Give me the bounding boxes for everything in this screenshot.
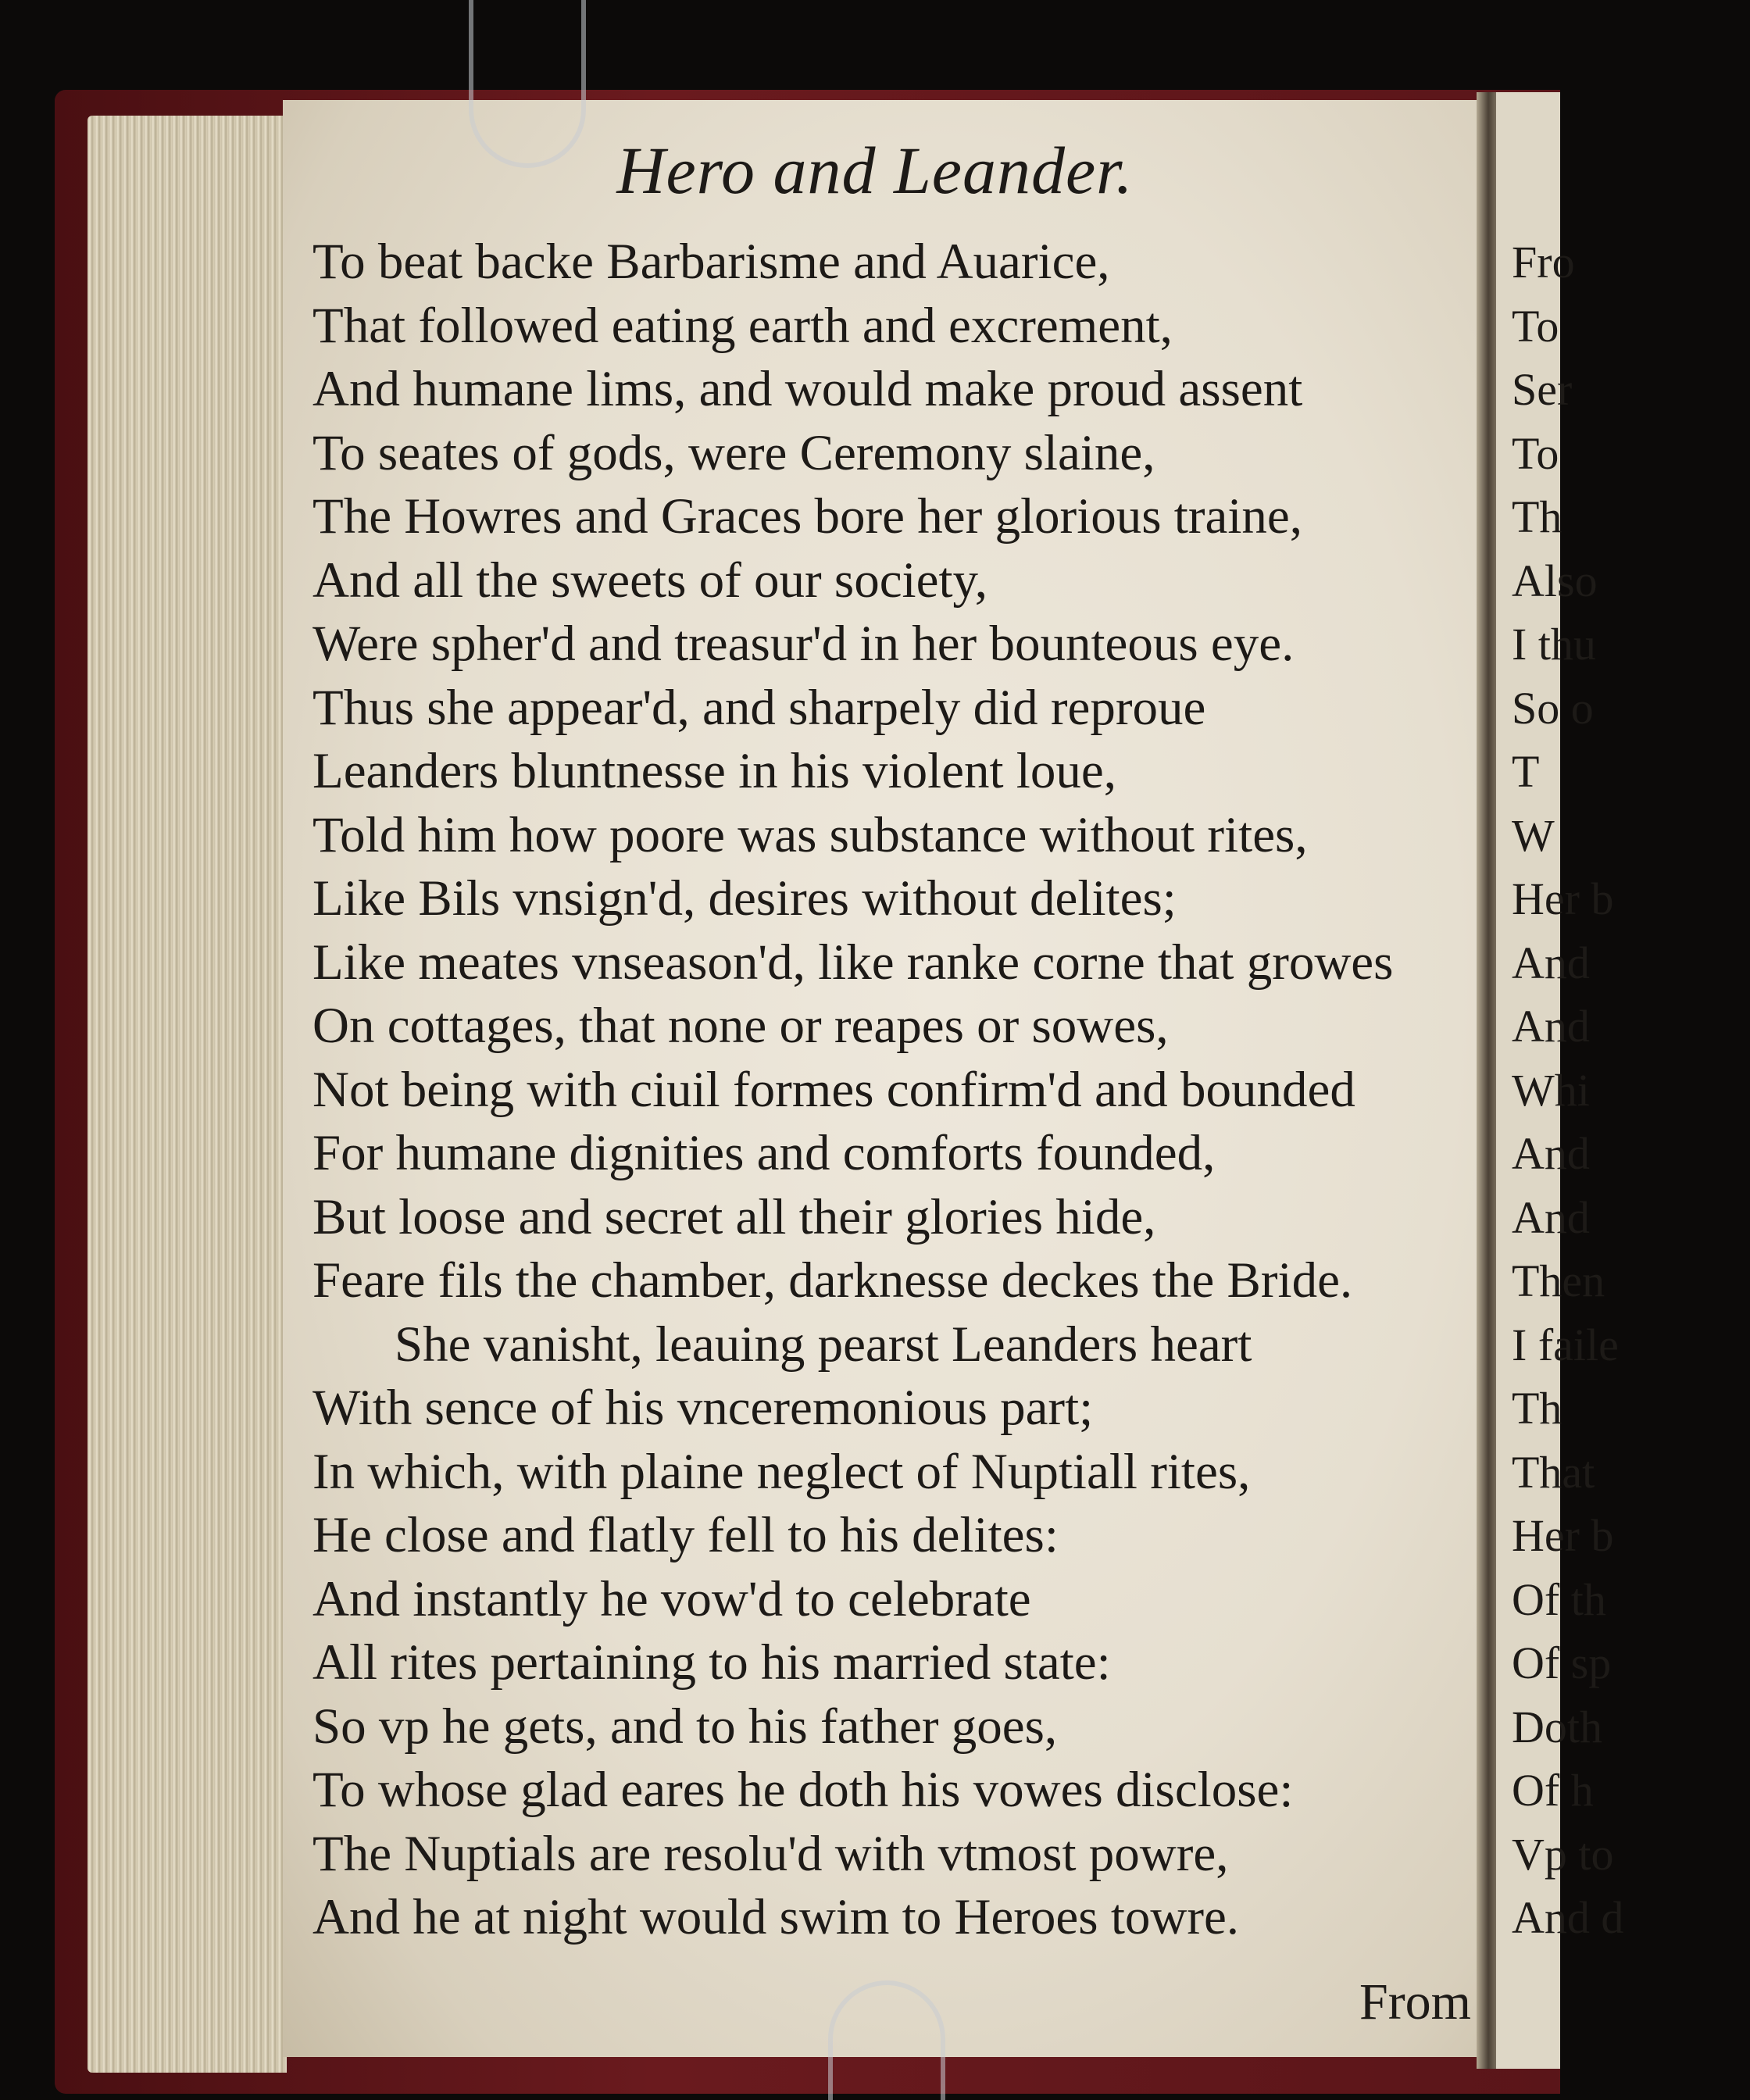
poem-line: To beat backe Barbarisme and Auarice, [312,234,1110,290]
facing-line: Of h [1512,1765,1594,1816]
running-title: Hero and Leander. [616,133,1134,208]
facing-line: To [1512,300,1559,352]
facing-line: And [1512,1001,1590,1052]
poem-line: But loose and secret all their glories hide, [312,1188,1156,1245]
poem-line: For humane dignities and comforts founded, [312,1125,1216,1181]
poem-line: That followed eating earth and excrement, [312,297,1173,354]
poem-line: All rites pertaining to his married state: [312,1634,1111,1691]
facing-line: Also [1512,555,1598,606]
poem-line: And humane lims, and would make proud assent [312,361,1303,417]
facing-line: Th [1512,1383,1562,1434]
poem-line: Like Bils vnsign'd, desires without delites; [312,870,1177,927]
catchword: From [1359,1973,1472,2030]
poem-line: And all the sweets of our society, [312,552,988,609]
facing-line: Of sp [1512,1638,1612,1688]
poem-line: To whose glad eares he doth his vowes disclose: [312,1762,1294,1818]
poem-line: She vanisht, leauing pearst Leanders heart [395,1316,1252,1373]
poem-line: Thus she appear'd, and sharpely did reproue [312,679,1206,736]
facing-page-text [1512,230,1624,1950]
poem-line: He close and flatly fell to his delites: [312,1507,1059,1563]
facing-line: And [1512,1191,1590,1243]
poem-line: The Howres and Graces bore her glorious traine, [312,488,1303,545]
facing-line: I thu [1512,619,1596,670]
facing-line: So o [1512,682,1594,734]
poem-line: In which, with plaine neglect of Nuptiall rites, [312,1443,1251,1500]
facing-line: To [1512,427,1559,479]
facing-line: Vp to [1512,1828,1614,1880]
page-clip-bottom [828,1980,945,2100]
facing-line: Th [1512,491,1562,542]
facing-line: Of th [1512,1573,1606,1625]
facing-line: Her b [1512,1510,1614,1561]
poem-line: And instantly he vow'd to celebrate [312,1570,1031,1627]
poem-line: Feare fils the chamber, darknesse deckes the Bride. [312,1252,1353,1309]
poem-line: Were spher'd and treasur'd in her bounteous eye. [312,616,1295,672]
facing-line: And d [1512,1892,1624,1943]
poem-line: On cottages, that none or reapes or sowes, [312,998,1169,1054]
poem-line: Told him how poore was substance without rites, [312,806,1308,863]
poem-line: Leanders bluntnesse in his violent loue, [312,743,1116,799]
poem-line: And he at night would swim to Heroes towre. [312,1889,1240,1945]
page-edges [88,116,287,2073]
facing-line: W [1512,809,1555,861]
facing-line: T [1512,746,1540,797]
facing-line: Then [1512,1255,1605,1306]
poem-line: The Nuptials are resolu'd with vtmost powre, [312,1825,1229,1882]
facing-line: That [1512,1446,1595,1498]
facing-line: And [1512,937,1590,988]
poem-line: Not being with ciuil formes confirm'd and bounded [312,1061,1355,1118]
facing-line: Whi [1512,1064,1590,1116]
facing-line: Doth [1512,1701,1602,1752]
facing-line: Her b [1512,873,1614,924]
poem-line: To seates of gods, were Ceremony slaine, [312,424,1155,481]
poem-line: Like meates vnseason'd, like ranke corne that growes [312,934,1394,991]
facing-line: I faile [1512,1319,1619,1370]
poem-line: So vp he gets, and to his father goes, [312,1698,1058,1755]
poem-text [312,230,1469,1950]
facing-line: Ser [1512,364,1573,415]
facing-line: Fro [1512,237,1575,288]
facing-line: And [1512,1128,1590,1179]
poem-line: With sence of his vnceremonious part; [312,1380,1094,1436]
